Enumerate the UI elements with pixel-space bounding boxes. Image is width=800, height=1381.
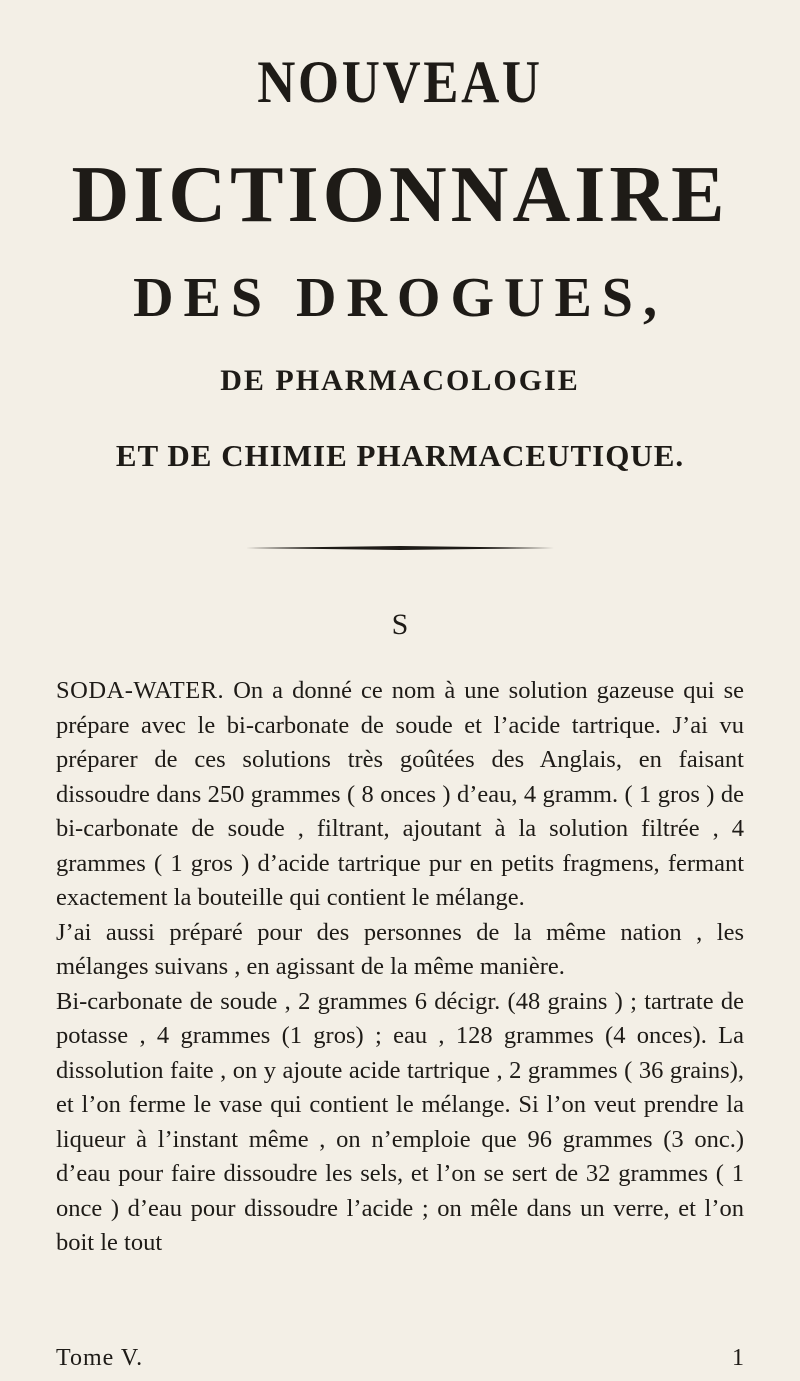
paragraph-1-text: On a donné ce nom à une solution gazeuse qui se prépare avec le bi-carbonate de soude et l’acide tartrique. J’ai vu préparer de ces solutions très goûtées des Anglais, en faisant dissoudre dans 250 grammes ( 8 onces ) d’eau, 4 gramm. ( 1 gros ) de bi-carbonate de soude , filtrant, ajoutant à la solution filtrée , 4 grammes ( 1 gros ) d’acide tartrique pur en petits fragmens, fermant exactement la bouteille qui contient le mélange.: [56, 677, 744, 911]
article-text: [56, 674, 744, 1261]
title-pharmacologie: DE PHARMACOLOGIE: [220, 364, 580, 397]
headword: SODA-WATER.: [56, 677, 225, 704]
tome-label: Tome V.: [56, 1345, 144, 1371]
paragraph-1: [56, 674, 744, 916]
section-letter: S: [391, 608, 409, 641]
title-dictionnaire: DICTIONNAIRE: [71, 151, 729, 239]
paragraph-2: J’ai aussi préparé pour des personnes de la même nation , les mélanges suivans , en agissant de la même manière.: [56, 918, 744, 980]
title-chimie-pharmaceutique: ET DE CHIMIE PHARMACEUTIQUE.: [115, 438, 685, 473]
paragraph-3: Bi-carbonate de soude , 2 grammes 6 décigr. (48 grains ) ; tartrate de potasse , 4 grammes (1 gros) ; eau , 128 grammes (4 onces). La dissolution faite , on y ajoute acide tartrique , 2 grammes ( 36 grains), et l’on ferme le vase qui contient le mélange. Si l’on veut prendre la liqueur à l’instant même , on n’emploie que 96 grammes (3 onc.) d’eau pour faire dissoudre les sels, et l’on se sert de 32 grammes ( 1 once ) d’eau pour dissoudre l’acide ; on mêle dans un verre, et l’on boit le tout: [56, 987, 744, 1256]
title-nouveau: NOUVEAU: [257, 49, 543, 115]
signature-mark: 1: [732, 1345, 744, 1371]
title-des-drogues: DES DROGUES,: [133, 267, 667, 329]
ornamental-rule: [246, 546, 554, 550]
